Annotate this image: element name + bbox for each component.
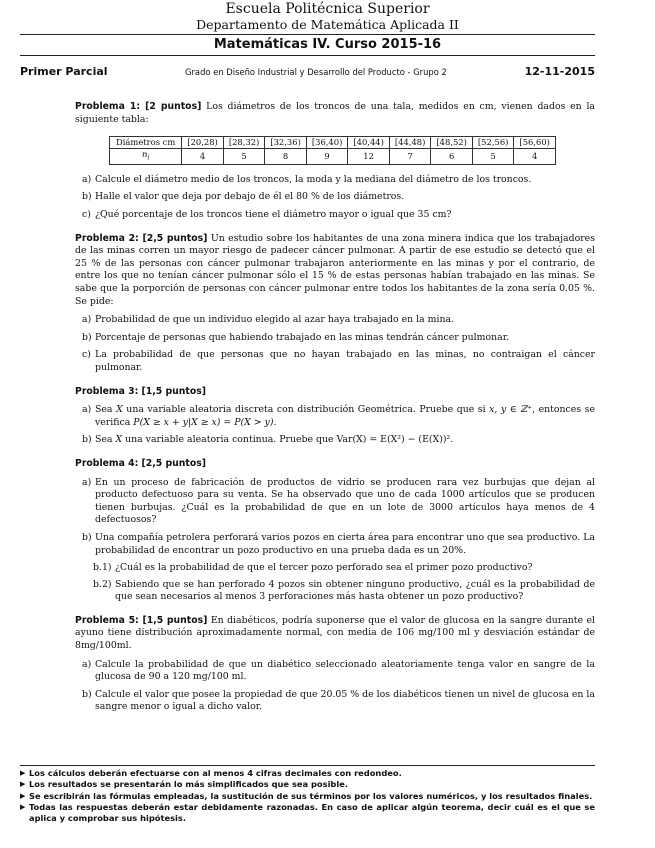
exam-info-row	[20, 64, 595, 80]
interval-cell: [32,36)	[265, 137, 307, 149]
table-row-intervals	[110, 137, 556, 149]
problem-2-items	[75, 314, 595, 374]
triangle-right-icon: ▶	[20, 791, 26, 800]
problem-3-statement	[75, 386, 595, 399]
count-cell: 7	[389, 149, 431, 165]
count-cell: 4	[182, 149, 224, 165]
list-item: b) Porcentaje de personas que habiendo trabajado en las minas tendrán cáncer pulmonar.	[82, 331, 510, 343]
department-name: Departamento de Matemática Aplicada II	[196, 17, 459, 32]
footer-divider	[20, 765, 595, 766]
header-divider-top	[20, 34, 595, 35]
problem-3-items	[75, 404, 595, 447]
problem-2	[75, 233, 595, 375]
interval-cell: [20,28)	[182, 137, 224, 149]
interval-cell: [28,32)	[223, 137, 265, 149]
problem-4-title: Problema 4: [2,5 puntos]	[75, 457, 207, 469]
math-expression: x, y ∈ ℤ⁺	[489, 404, 533, 416]
list-item: c) ¿Qué porcentaje de los troncos tiene el diámetro mayor o igual que 35 cm?	[82, 209, 452, 221]
count-cell: 4	[514, 149, 556, 165]
problem-1-items	[75, 174, 595, 222]
count-cell: 5	[472, 149, 514, 165]
count-cell: 8	[265, 149, 307, 165]
problem-5-text: En diabéticos, podría suponerse que el valor de glucosa en la sangre durante el ayuno tiene distribución aproximadamente normal, con media de 106 mg/100 ml y desviación estándar de 8mg/100ml.	[75, 614, 596, 652]
triangle-right-icon: ▶	[20, 769, 26, 777]
problem-5-statement	[75, 615, 595, 653]
math-var: X	[115, 434, 123, 446]
problem-1-title: Problema 1: [2 puntos]	[75, 101, 202, 112]
instruction-line: ▶ Se escribirán las fórmulas empleadas, la sustitución de sus términos por los valores numéricos, y los resultados finales.	[20, 790, 593, 801]
problem-2-title: Problema 2: [2,5 puntos]	[75, 232, 208, 244]
triangle-right-icon: ▶	[20, 802, 26, 811]
list-item: a) Sea X una variable aleatoria discreta con distribución Geométrica. Pruebe que si x, y ∈ ℤ⁺, entonces se verifica P(X ≥ x + y|X ≥ x) = P(X > y).	[82, 404, 595, 428]
math-expression: Var(X) = E(X²) − (E(X))²	[336, 434, 451, 446]
problem-5-title: Problema 5: [1,5 puntos]	[75, 614, 208, 626]
triangle-right-icon: ▶	[20, 780, 26, 789]
list-item: b) Una compañía petrolera perforará varios pozos en cierta área para encontrar uno que sea productivo. La probabilidad de encontrar un pozo productivo en una prueba dada es un 20%.	[82, 531, 595, 556]
header-divider-bottom	[20, 55, 595, 56]
interval-cell: [48,52)	[431, 137, 473, 149]
problems-section	[75, 101, 595, 725]
exam-date: 12-11-2015	[524, 65, 595, 78]
interval-cell: [44,48)	[389, 137, 431, 149]
instruction-line: ▶ Todas las respuestas deberán estar debidamente razonadas. En caso de aplicar algún teorema, decir cuál es el que se aplica y comprobar sus hipótesis.	[20, 801, 595, 824]
list-item: a) En un proceso de fabricación de productos de vidrio se producen rara vez burbujas que dejan al producto defectuoso para su venta. Se ha observado que uno de cada 1000 artículos que se producen tienen burbujas. ¿Cuál es la probabilidad de que en un lote de 3000 artículos haya menos de 4 defectuosos?	[82, 476, 595, 526]
diameter-frequency-table	[109, 136, 556, 165]
list-item: a) Calcule la probabilidad de que un diabético seleccionado aleatoriamente tenga valor en sangre de la glucosa de 90 a 120 mg/100 ml.	[82, 658, 595, 683]
list-item: a) Probabilidad de que un individuo elegido al azar haya trabajado en la mina.	[82, 314, 455, 326]
math-var: X	[116, 404, 123, 416]
problem-2-text: Un estudio sobre los habitantes de una zona minera indica que los trabajadores de las minas corren un mayor riesgo de padecer cáncer pulmonar. A partir de ese estudio se detectó que el 25 % de las personas con cáncer pulmonar trabajaron anteriormente en las minas y por el contrario, de entre los que no tenían cáncer pulmonar sólo el 15 % de estas personas habían trabajado en las minas. Se sabe que la porporción de personas con cáncer pulmonar entre todos los habitantes de la zona sería 0.05 %. Se pide:	[75, 232, 595, 307]
math-expression: P(X ≥ x + y|X ≥ x) = P(X > y)	[133, 416, 274, 428]
interval-cell: [36,40)	[306, 137, 348, 149]
table-header-ni: $n_i$	[110, 149, 182, 165]
list-item: b) Halle el valor que deja por debajo de él el 80 % de los diámetros.	[82, 191, 405, 203]
list-item: b) Calcule el valor que posee la propiedad de que 20.05 % de los diabéticos tienen un nivel de glucosa en la sangre menor o igual a dicho valor.	[82, 688, 595, 713]
interval-cell: [56,60)	[514, 137, 556, 149]
count-cell: 12	[348, 149, 390, 165]
table-row-counts	[110, 149, 556, 165]
problem-3	[75, 386, 595, 447]
count-cell: 9	[306, 149, 348, 165]
list-item: a) Calcule el diámetro medio de los troncos, la moda y la mediana del diámetro de los troncos.	[82, 173, 532, 185]
list-item: b.2) Sabiendo que se han perforado 4 pozos sin obtener ninguno productivo, ¿cuál es la probabilidad de que sean necesarios al menos 3 perforaciones más hasta obtener un pozo productivo?	[93, 578, 595, 603]
ni-subscript: i	[147, 154, 150, 162]
problem-4-items	[75, 477, 595, 558]
problem-1	[75, 101, 595, 222]
interval-cell: [40,44)	[348, 137, 390, 149]
list-item: b.1) ¿Cuál es la probabilidad de que el tercer pozo perforado sea el primer pozo productivo?	[93, 562, 533, 574]
count-cell: 5	[223, 149, 265, 165]
problem-1-text: Los diámetros de los troncos de una tala, medidos en cm, vienen dados en la siguiente tabla:	[75, 101, 596, 125]
exam-instructions	[20, 768, 595, 824]
problem-4	[75, 458, 595, 604]
problem-1-statement	[75, 101, 595, 126]
interval-cell: [52,56)	[472, 137, 514, 149]
instruction-line: ▶ Los cálculos deberán efectuarse con al menos 4 cifras decimales con redondeo.	[20, 768, 402, 778]
list-item: b) Sea X una variable aleatoria continua. Pruebe que Var(X) = E(X²) − (E(X))².	[82, 434, 454, 446]
table-header-diameters: Diámetros cm	[110, 137, 182, 149]
instruction-line: ▶ Los resultados se presentarán lo más simplificados que sea posible.	[20, 779, 348, 790]
problem-4-statement	[75, 458, 595, 471]
problem-2-statement	[75, 233, 595, 309]
exam-title: Primer Parcial	[20, 65, 108, 78]
problem-5-items	[75, 659, 595, 714]
count-cell: 6	[431, 149, 473, 165]
course-title: Matemáticas IV. Curso 2015-16	[213, 37, 442, 52]
problem-4-subitems	[75, 562, 595, 604]
list-item: c) La probabilidad de que personas que no hayan trabajado en las minas, no contraigan el cáncer pulmonar.	[82, 349, 595, 373]
problem-3-title: Problema 3: [1,5 puntos]	[75, 385, 207, 397]
school-name: Escuela Politécnica Superior	[225, 1, 430, 17]
problem-5	[75, 615, 595, 714]
degree-group: Grado en Diseño Industrial y Desarrollo del Producto - Grupo 2	[185, 67, 447, 77]
